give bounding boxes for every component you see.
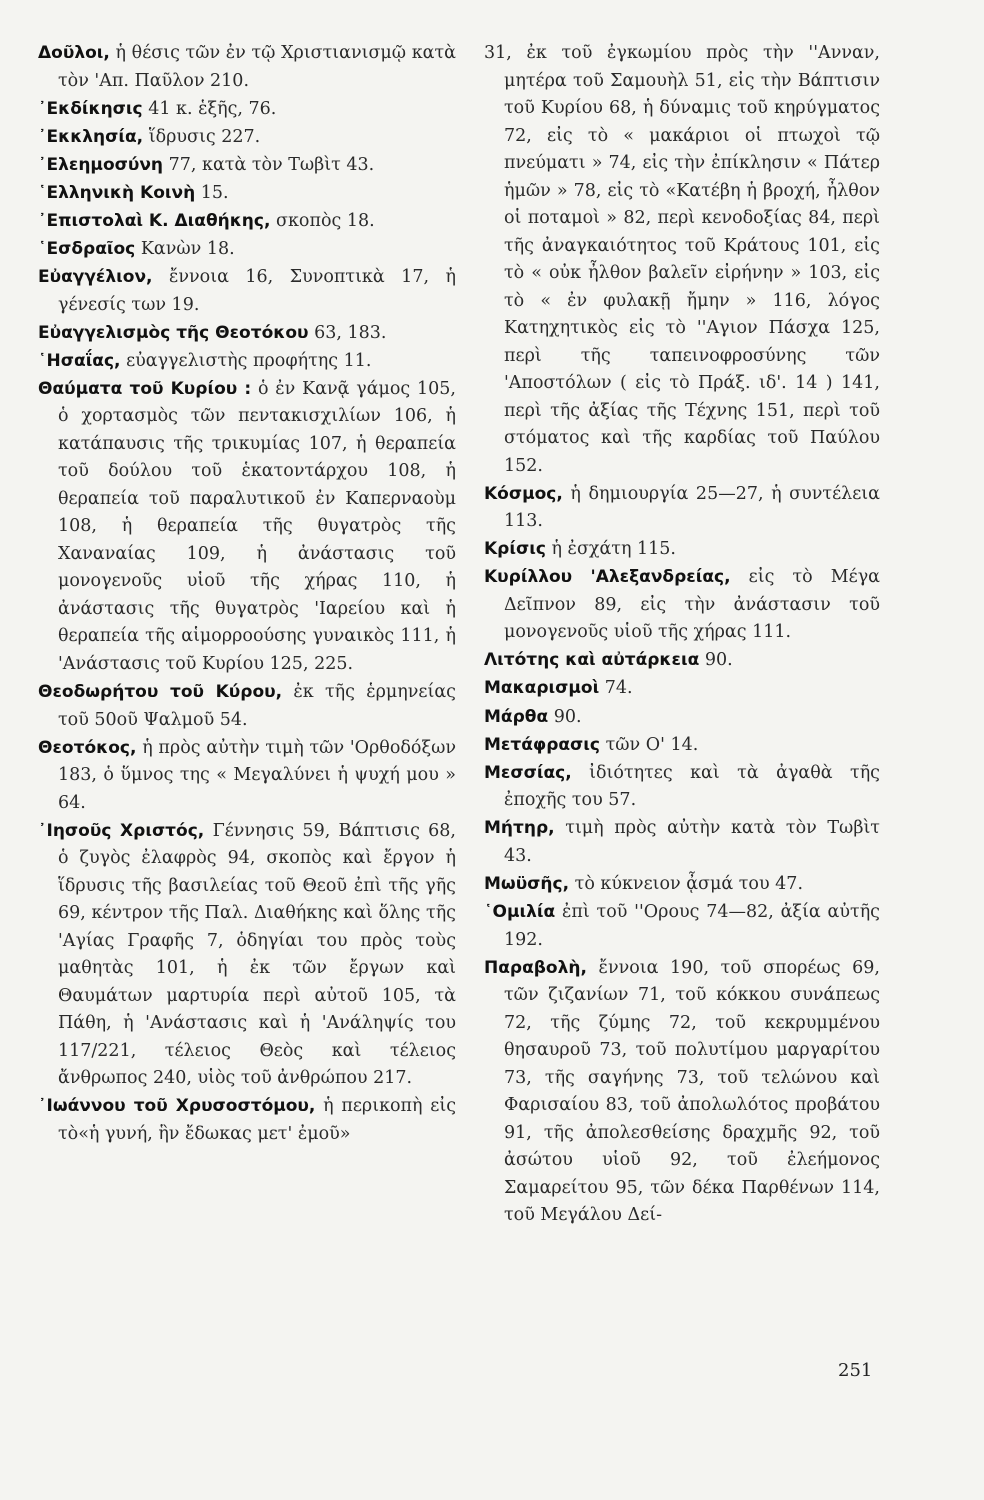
index-term: ᾿Ελεημοσύνη	[38, 154, 164, 175]
index-entry	[38, 264, 456, 319]
index-entry	[38, 818, 456, 1093]
index-text: εὐαγγελιστὴς προφήτης 11.	[126, 350, 372, 371]
index-term: Εὐαγγέλιον,	[38, 267, 153, 288]
index-entry	[38, 180, 456, 208]
index-text: ἐκ τῆς ἑρμηνείας τοῦ 50οῦ Ψαλμοῦ 54.	[58, 682, 456, 730]
index-term: ῾Ησαΐας,	[38, 350, 121, 371]
index-entry	[484, 732, 880, 760]
index-text: 90.	[704, 650, 733, 671]
index-text: Γέννησις 59, Βάπτισις 68, ὁ ζυγὸς ἐλαφρὸς 94, σκοπὸς καὶ ἔργον ἡ ἵδρυσις τῆς βασιλείας τοῦ Θεοῦ ἐπὶ τῆς γῆς 69, κέντρον τῆς Παλ. Διαθήκης καὶ ὅλης τῆς 'Αγίας Γραφῆς 7, ὁδηγίαι του πρὸς τοὺς μαθητὰς 101, ἡ ἐκ τῶν ἔργων καὶ Θαυμάτων μαρτυρία περὶ αὐτοῦ 105, τὰ Πάθη, ἡ 'Ανάστασις καὶ ἡ 'Ανάληψίς του 117/221, τέλειος Θεὸς καὶ τέλειος ἄνθρωπος 240, υἱὸς τοῦ ἀνθρώπου 217.	[58, 820, 456, 1089]
index-text: τιμὴ πρὸς αὐτὴν κατὰ τὸν Τωβὶτ 43.	[504, 818, 880, 866]
index-term: ᾿Ιωάννου τοῦ Χρυσοστόμου,	[38, 1096, 316, 1117]
index-text: 90.	[553, 706, 582, 727]
index-term: ῾Εσδραῖος	[38, 239, 136, 260]
index-term: Λιτότης καὶ αὐτάρκεια	[484, 650, 700, 671]
index-entry	[484, 536, 880, 564]
index-entry	[38, 152, 456, 180]
index-entry	[484, 564, 880, 647]
index-entry	[38, 735, 456, 818]
index-text: ἔννοια 16, Συνοπτικὰ 17, ἡ γένεσίς των 19.	[58, 267, 456, 315]
index-entry	[38, 40, 456, 95]
index-text: 31, ἐκ τοῦ ἐγκωμίου πρὸς τὴν ''Ανναν, μητέρα τοῦ Σαμουὴλ 51, εἰς τὴν Βάπτισιν τοῦ Κυρίου 68, ἡ δύναμις τοῦ κηρύγματος 72, εἰς τὸ « μακάριοι οἱ πτωχοὶ τῷ πνεύματι » 74, εἰς τὴν ἐπίκλησιν « Πάτερ ἡμῶν » 78, εἰς τὸ «Κατέβη ἡ βροχή, ἦλθον οἱ ποταμοὶ » 82, περὶ κενοδοξίας 84, περὶ τῆς ἀναγκαιότητος τοῦ Κράτους 101, εἰς τὸ « οὐκ ἦλθον βαλεῖν εἰρήνην » 103, εἰς τὸ « ἐν φυλακῇ ἤμην » 116, λόγος Κατηχητικὸς εἰς τὸ ''Αγιον Πάσχα 125, περὶ τῆς ταπεινοφροσύνης τῶν 'Αποστόλων ( εἰς τὸ Πράξ. ιδ'. 14 ) 141, περὶ τῆς ἀξίας τῆς Τέχνης 151, περὶ τοῦ στόματος καὶ τῆς καρδίας τοῦ Παύλου 152.	[484, 43, 880, 476]
index-text: ἐπὶ τοῦ ''Ορους 74—82, ἀξία αὐτῆς 192.	[504, 902, 880, 950]
index-text: ἡ ἐσχάτη 115.	[551, 539, 676, 560]
index-text: εἰς τὸ Μέγα Δεῖπνον 89, εἰς τὴν ἀνάστασιν τοῦ μονογενοῦς υἱοῦ τῆς χήρας 111.	[504, 567, 880, 643]
index-text: τῶν Ο' 14.	[605, 734, 699, 755]
page-number: 251	[838, 1360, 873, 1381]
index-term: Μάρθα	[484, 706, 549, 727]
index-term: ᾿Ιησοῦς Χριστός,	[38, 820, 205, 841]
index-text: ἔννοια 190, τοῦ σπορέως 69, τῶν ζιζανίων 71, τοῦ κόκκου συνάπεως 72, τῆς ζύμης 72, τοῦ κεκρυμμένου θησαυροῦ 73, τοῦ πολυτίμου μαργαρίτου 73, τῆς σαγήνης 73, τοῦ τελώνου καὶ Φαρισαίου 83, τοῦ ἀπολωλότος προβάτου 91, τῆς ἀπολεσθείσης δραχμῆς 92, τοῦ ἀσώτου υἱοῦ 92, τοῦ ἐλεήμονος Σαμαρείτου 95, τῶν δέκα Παρθένων 114, τοῦ Μεγάλου Δεί-	[504, 957, 880, 1226]
index-text: ὁ ἐν Κανᾷ γάμος 105, ὁ χορτασμὸς τῶν πεντακισχιλίων 106, ἡ κατάπαυσις τῆς τρικυμίας 107, ἡ θεραπεία τοῦ δούλου τοῦ ἑκατοντάρχου 108, ἡ θεραπεία τοῦ παραλυτικοῦ ἐν Καπερναοὺμ 108, ἡ θεραπεία τῆς θυγατρὸς τῆς Χαναναίας 109, ἡ ἀνάστασις τοῦ μονογενοῦς υἱοῦ τῆς χήρας 110, ἡ ἀνάστασις τῆς θυγατρὸς 'Ιαρείου καὶ ἡ θεραπεία τῆς αἱμορροούσης γυναικὸς 111, ἡ 'Ανάστασις τοῦ Κυρίου 125, 225.	[58, 378, 456, 674]
index-entry	[484, 675, 880, 703]
right-column	[484, 40, 880, 1230]
index-entry	[38, 124, 456, 152]
index-term: Κόσμος,	[484, 483, 563, 504]
index-entry	[484, 815, 880, 870]
index-term: Μετάφρασις	[484, 734, 600, 755]
index-text: ἵδρυσις 227.	[148, 126, 261, 147]
index-entry	[38, 1093, 456, 1148]
index-entry	[38, 376, 456, 679]
index-text: 41 κ. ἑξῆς, 76.	[148, 98, 277, 119]
left-column	[38, 40, 456, 1149]
index-term: Δοῦλοι,	[38, 43, 110, 63]
index-text: ἡ περικοπὴ εἰς τὸ«ἡ γυνή, ἣν ἔδωκας μετ' ἐμοῦ»	[58, 1096, 456, 1144]
index-entry	[38, 320, 456, 348]
index-term: Μεσσίας,	[484, 762, 572, 783]
index-entry	[38, 208, 456, 236]
index-entry-continued	[484, 40, 880, 480]
index-term: ᾿Εκκλησία,	[38, 126, 144, 147]
index-term: ᾿Επιστολαὶ Κ. Διαθήκης,	[38, 210, 271, 231]
index-term: Εὐαγγελισμὸς τῆς Θεοτόκου	[38, 322, 309, 343]
index-text: 15.	[200, 182, 229, 203]
index-entry	[484, 899, 880, 954]
index-entry	[484, 647, 880, 675]
index-entry	[484, 871, 880, 899]
index-entry	[38, 348, 456, 376]
index-term: Μακαρισμοὶ	[484, 678, 600, 699]
index-entry	[38, 679, 456, 734]
index-entry	[484, 704, 880, 732]
index-text: ἡ θέσις τῶν ἐν τῷ Χριστιανισμῷ κατὰ τὸν 'Απ. Παῦλον 210.	[58, 43, 456, 91]
index-text: Κανὼν 18.	[140, 239, 235, 260]
index-term: Κρίσις	[484, 539, 546, 560]
index-text: 74.	[604, 678, 633, 699]
index-term: Θαύματα τοῦ Κυρίου :	[38, 378, 252, 399]
index-term: ᾿Εκδίκησις	[38, 98, 143, 119]
index-term: Μήτηρ,	[484, 818, 555, 839]
index-term: Μωϋσῆς,	[484, 873, 570, 894]
index-term: ῾Ελληνικὴ Κοινὴ	[38, 182, 196, 203]
index-text: ἡ πρὸς αὐτὴν τιμὴ τῶν 'Ορθοδόξων 183, ὁ ὕμνος της « Μεγαλύνει ἡ ψυχή μου » 64.	[58, 737, 456, 813]
index-text: 77, κατὰ τὸν Τωβὶτ 43.	[168, 154, 375, 175]
index-entry	[38, 236, 456, 264]
index-text: σκοπὸς 18.	[276, 210, 375, 231]
index-entry	[484, 760, 880, 815]
index-text: ἰδιότητες καὶ τὰ ἀγαθὰ τῆς ἐποχῆς του 57.	[504, 762, 880, 811]
index-entry	[484, 481, 880, 536]
index-term: Θεοδωρήτου τοῦ Κύρου,	[38, 682, 283, 703]
index-term: Κυρίλλου 'Αλεξανδρείας,	[484, 567, 731, 588]
index-term: ῾Ομιλία	[484, 902, 556, 923]
index-entry	[484, 955, 880, 1230]
index-term: Παραβολὴ,	[484, 957, 587, 978]
index-entry	[38, 96, 456, 124]
index-text: τὸ κύκνειον ᾆσμά του 47.	[574, 873, 804, 894]
index-text: ἡ δημιουργία 25—27, ἡ συντέλεια 113.	[504, 483, 880, 532]
index-text: 63, 183.	[314, 322, 387, 343]
index-term: Θεοτόκος,	[38, 737, 137, 758]
